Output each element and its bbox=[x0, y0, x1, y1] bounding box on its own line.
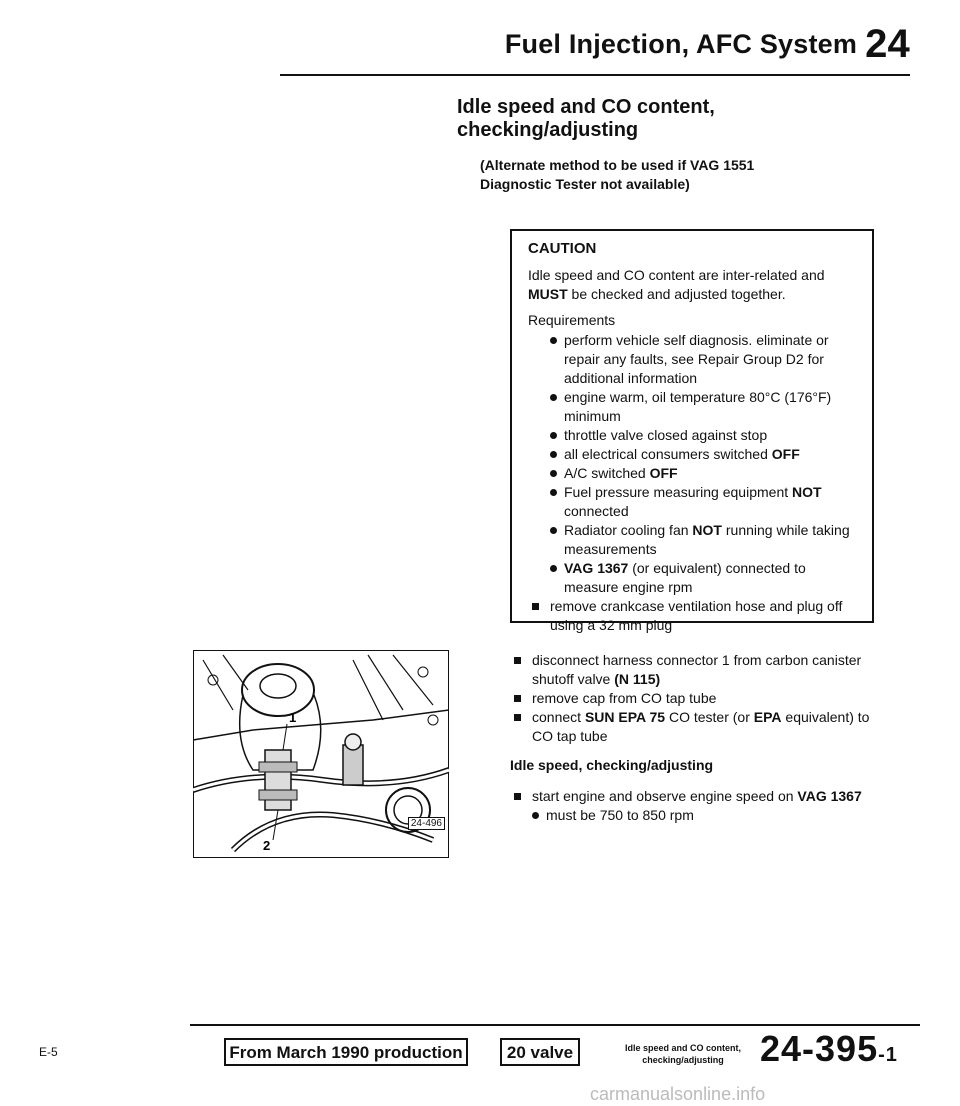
requirement-item bbox=[550, 521, 858, 559]
footer-topic-line2: checking/adjusting bbox=[642, 1055, 724, 1065]
section-title bbox=[457, 96, 917, 142]
subtitle-line2: Diagnostic Tester not available) bbox=[480, 176, 690, 192]
footer-topic bbox=[608, 1042, 758, 1066]
requirements-label: Requirements bbox=[528, 312, 616, 328]
requirement-item bbox=[550, 426, 858, 445]
procedure-steps bbox=[510, 651, 890, 746]
caution-text-pre: Idle speed and CO content are inter-related and bbox=[528, 267, 825, 283]
step-text: connect bbox=[532, 709, 585, 725]
idle-speed-heading: Idle speed, checking/adjusting bbox=[510, 757, 714, 773]
step-bold: EPA bbox=[753, 709, 782, 725]
caution-final-step: remove crankcase ventilation hose and plug off using a 32 mm plug bbox=[528, 597, 858, 635]
page-header bbox=[480, 22, 910, 67]
step-bold: SUN EPA 75 bbox=[584, 709, 666, 725]
idle-speed-steps bbox=[510, 787, 890, 825]
requirement-text: all electrical consumers switched bbox=[564, 446, 772, 462]
idle-step-list bbox=[510, 787, 890, 806]
valve-badge: 20 valve bbox=[500, 1038, 580, 1066]
section-subtitle bbox=[480, 156, 920, 194]
step-connect-tester bbox=[510, 708, 890, 746]
step-text: equivalent) to CO tap tube bbox=[532, 709, 870, 744]
requirement-item bbox=[550, 464, 858, 483]
page-code: E-5 bbox=[39, 1045, 58, 1059]
requirement-bold: OFF bbox=[649, 465, 678, 481]
requirements-list bbox=[528, 331, 858, 597]
watermark: carmanualsonline.info bbox=[590, 1084, 766, 1104]
requirement-bold: NOT bbox=[792, 484, 822, 500]
page-number bbox=[760, 1028, 898, 1070]
idle-step-bold: VAG 1367 bbox=[797, 788, 862, 804]
section-title-line2: checking/adjusting bbox=[457, 119, 639, 141]
requirement-text: A/C switched bbox=[564, 465, 650, 481]
requirement-text: engine warm, oil temperature 80°C (176°F) minimum bbox=[564, 389, 832, 424]
requirement-item bbox=[550, 388, 858, 426]
caution-text-post: be checked and adjusted together. bbox=[567, 286, 786, 302]
idle-step-text: start engine and observe engine speed on bbox=[532, 788, 798, 804]
requirement-text: Fuel pressure measuring equipment bbox=[564, 484, 793, 500]
idle-step bbox=[510, 787, 890, 806]
figure-reference: 24-496 bbox=[408, 817, 445, 830]
requirement-post: (or equivalent) connected to measure engine rpm bbox=[564, 560, 806, 595]
page-number-main: 24-395 bbox=[760, 1028, 879, 1069]
step-text: CO tester (or bbox=[665, 709, 754, 725]
subtitle-line1: (Alternate method to be used if VAG 1551 bbox=[480, 157, 755, 173]
requirement-item bbox=[550, 445, 858, 464]
requirement-item bbox=[550, 559, 858, 597]
caution-text bbox=[528, 266, 858, 304]
header-rule bbox=[280, 74, 910, 76]
caution-final-step-list bbox=[528, 597, 858, 635]
requirement-post: running while taking measurements bbox=[564, 522, 850, 557]
requirement-item bbox=[550, 483, 858, 521]
requirement-bold: NOT bbox=[692, 522, 722, 538]
idle-sub-step: must be 750 to 850 rpm bbox=[532, 806, 890, 825]
requirement-post: connected bbox=[564, 503, 629, 519]
caution-box bbox=[510, 229, 874, 633]
footer-topic-line1: Idle speed and CO content, bbox=[624, 1043, 741, 1053]
caution-text-bold: MUST bbox=[528, 286, 568, 302]
step-remove-cap: remove cap from CO tap tube bbox=[510, 689, 890, 708]
production-badge: From March 1990 production bbox=[224, 1038, 468, 1066]
requirement-text: Radiator cooling fan bbox=[564, 522, 693, 538]
section-title-line1: Idle speed and CO content, bbox=[457, 96, 715, 118]
step-list bbox=[510, 651, 890, 746]
requirement-text: throttle valve closed against stop bbox=[564, 427, 768, 443]
step-disconnect-connector bbox=[510, 651, 890, 689]
callout-2: 2 bbox=[263, 838, 271, 853]
header-title: Fuel Injection, AFC System bbox=[504, 29, 858, 59]
engine-bay-figure bbox=[193, 650, 449, 858]
chapter-number: 24 bbox=[865, 22, 910, 66]
page-number-sub: -1 bbox=[878, 1044, 898, 1066]
requirement-item bbox=[550, 331, 858, 388]
caution-heading: CAUTION bbox=[528, 240, 597, 257]
footer-rule bbox=[190, 1024, 920, 1026]
requirement-bold: VAG 1367 bbox=[564, 560, 629, 576]
requirement-text: perform vehicle self diagnosis. eliminate or repair any faults, see Repair Group D2 for additional information bbox=[564, 332, 829, 386]
idle-sub-step-list bbox=[510, 806, 890, 825]
step-text: disconnect harness connector 1 from carbon canister shutoff valve bbox=[532, 652, 862, 687]
step-bold: (N 115) bbox=[614, 671, 661, 687]
callout-1: 1 bbox=[289, 710, 297, 725]
requirement-bold: OFF bbox=[771, 446, 800, 462]
